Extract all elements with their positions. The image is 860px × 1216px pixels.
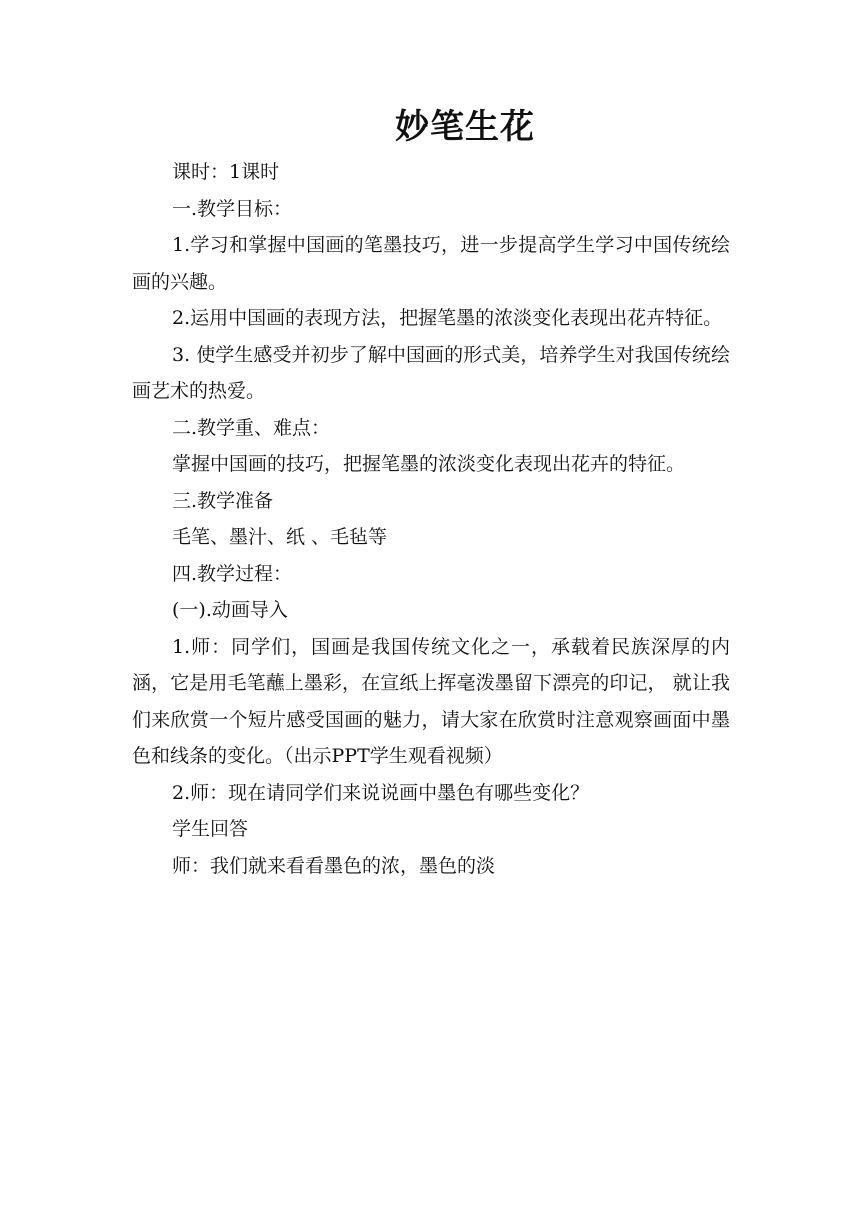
teacher-line: 师：我们就来看看墨色的浓，墨色的淡 <box>172 854 496 877</box>
student-answer: 学生回答 <box>172 818 249 840</box>
subsection-heading-intro: (一).动画导入 <box>172 599 288 621</box>
process-step-1: 1.师：同学们，国画是我国传统文化之一，承载着民族深厚的内涵，它是用毛笔蘸上墨彩，在宣纸上挥毫泼墨留下漂亮的印记， 就让我们来欣赏一个短片感受国画的魅力，请大家在欣赏时注意观察画面中墨色和线条的变化。（出示PPT学生观看视频） <box>132 635 730 767</box>
preparation-materials: 毛笔、墨汁、纸 、毛毡等 <box>172 526 388 548</box>
section-heading-objectives: 一.教学目标： <box>172 197 293 220</box>
section-heading-preparation: 三.教学准备 <box>172 489 274 512</box>
objective-2: 2.运用中国画的表现方法，把握笔墨的浓淡变化表现出花卉特征。 <box>172 307 723 329</box>
lesson-duration: 课时：1课时 <box>172 161 280 183</box>
document-title: 妙笔生花 <box>395 107 535 147</box>
key-points-text: 掌握中国画的技巧，把握笔墨的浓淡变化表现出花卉的特征。 <box>172 453 686 475</box>
section-heading-key-points: 二.教学重、难点： <box>172 416 331 439</box>
objective-3: 3. 使学生感受并初步了解中国画的形式美，培养学生对我国传统绘画艺术的热爱。 <box>132 343 730 402</box>
document-body <box>132 154 730 884</box>
section-heading-process: 四.教学过程： <box>172 562 293 585</box>
objective-1: 1.学习和掌握中国画的笔墨技巧，进一步提高学生学习中国传统绘画的兴趣。 <box>132 234 730 293</box>
process-step-2: 2.师：现在请同学们来说说画中墨色有哪些变化？ <box>172 781 590 804</box>
